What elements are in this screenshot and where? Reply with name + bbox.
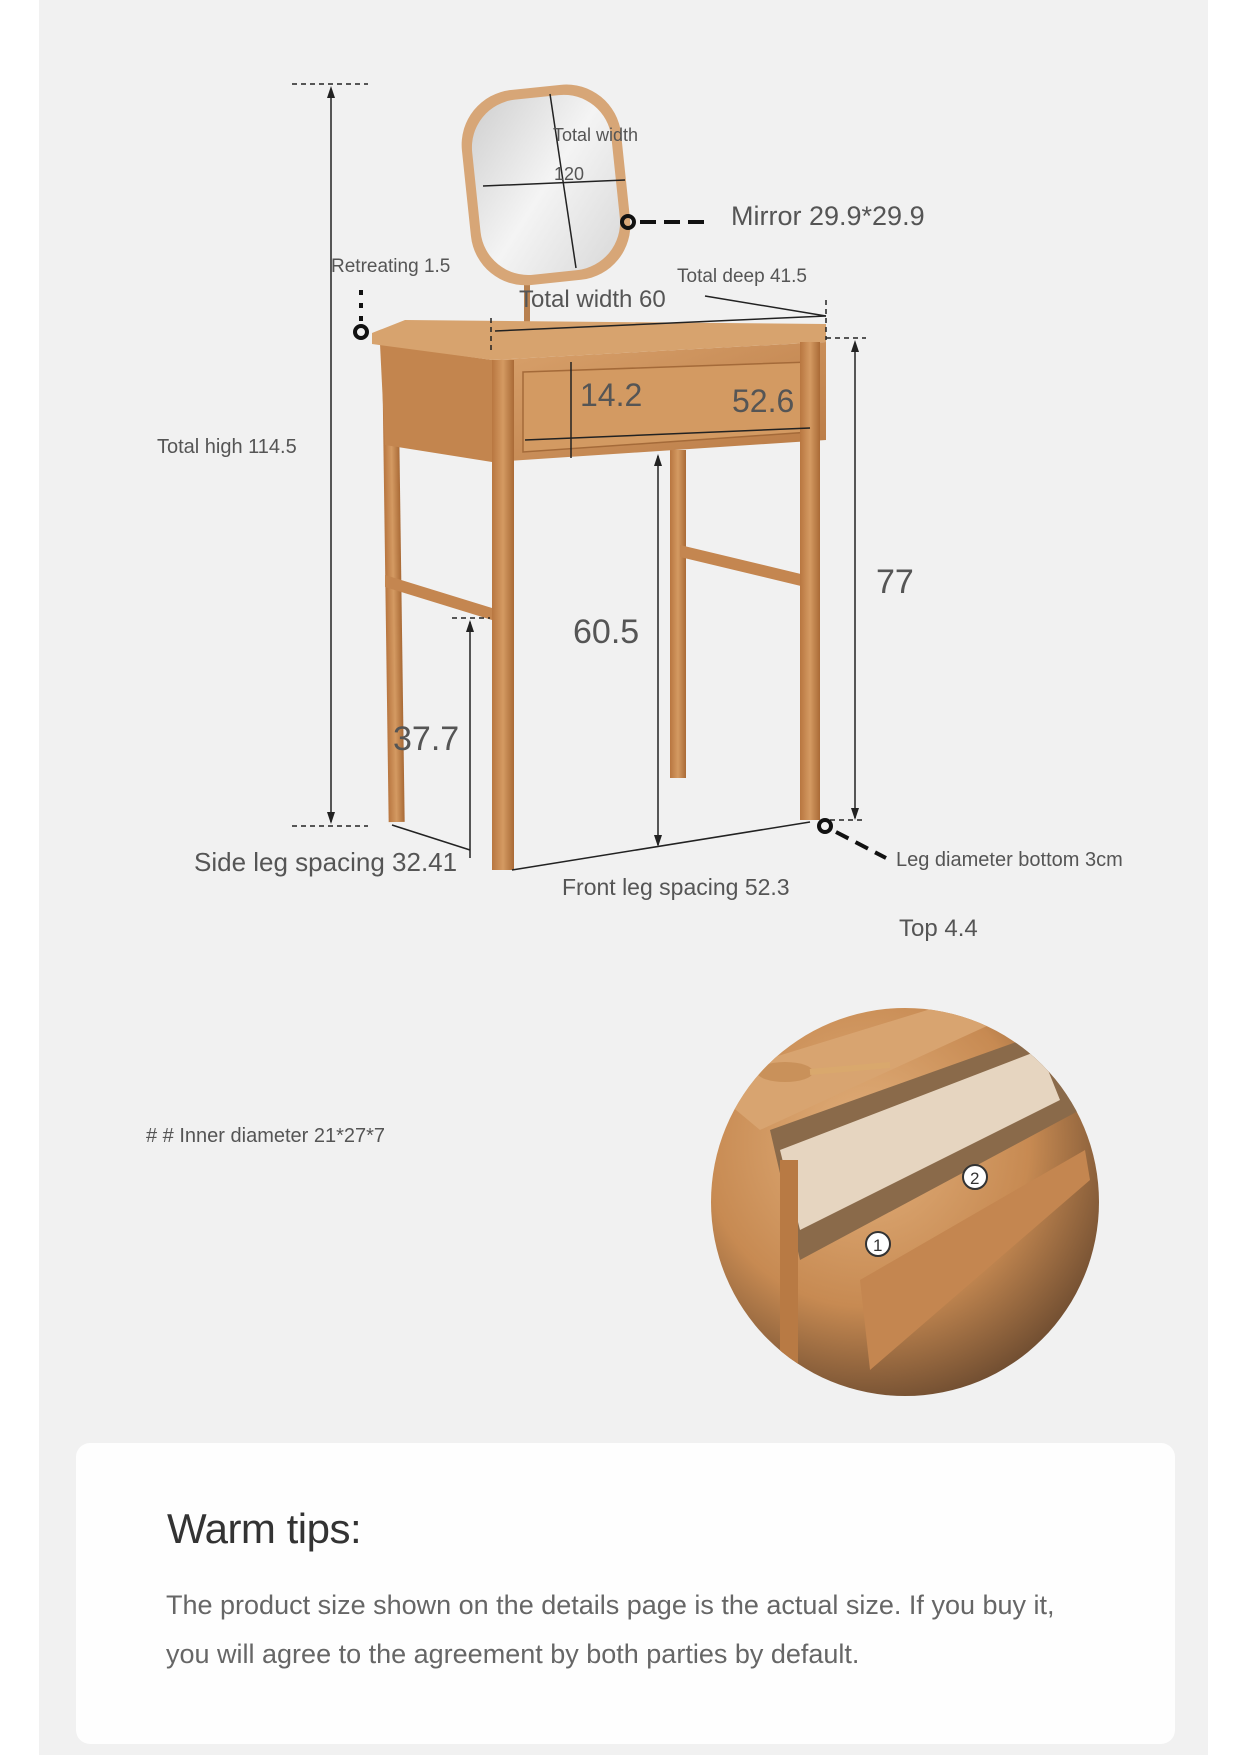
side-leg-spacing-label: Side leg spacing 32.41 xyxy=(194,847,458,877)
mirror-total-width-label: Total width xyxy=(553,125,639,145)
total-high-label: Total high 114.5 xyxy=(157,436,297,458)
total-width-label: Total width 60 xyxy=(519,286,666,313)
leg-diameter-top-label: Top 4.4 xyxy=(899,915,978,942)
drawer-detail-photo xyxy=(700,1000,1099,1396)
leg-diameter-bottom-label: Leg diameter bottom 3cm xyxy=(896,849,1123,871)
stretcher-height-label: 37.7 xyxy=(393,720,460,758)
total-deep-label: Total deep 41.5 xyxy=(677,266,807,287)
warm-tips-card xyxy=(76,1443,1175,1744)
mirror-size-label: Mirror 29.9*29.9 xyxy=(731,201,925,231)
front-leg-spacing-label: Front leg spacing 52.3 xyxy=(562,874,790,900)
warm-tips-title: Warm tips: xyxy=(167,1505,362,1552)
warm-tips-body: The product size shown on the details page is the actual size. If you buy it, you will agree to the agreement by both parties by default. xyxy=(166,1590,1055,1669)
table-height-label: 77 xyxy=(876,563,914,601)
drawer-width-label: 52.6 xyxy=(732,383,795,419)
inner-diameter-label: # # Inner diameter 21*27*7 xyxy=(146,1125,386,1147)
leg-callout-dot xyxy=(819,820,831,832)
compartment-number-1: 1 xyxy=(873,1236,883,1255)
knee-clearance-label: 60.5 xyxy=(573,613,640,651)
drawer-height-label: 14.2 xyxy=(580,377,643,413)
mirror-total-width-value: 120 xyxy=(554,164,585,184)
retreating-callout-dot xyxy=(355,326,367,338)
retreating-label: Retreating 1.5 xyxy=(331,256,451,277)
compartment-number-2: 2 xyxy=(970,1169,980,1188)
